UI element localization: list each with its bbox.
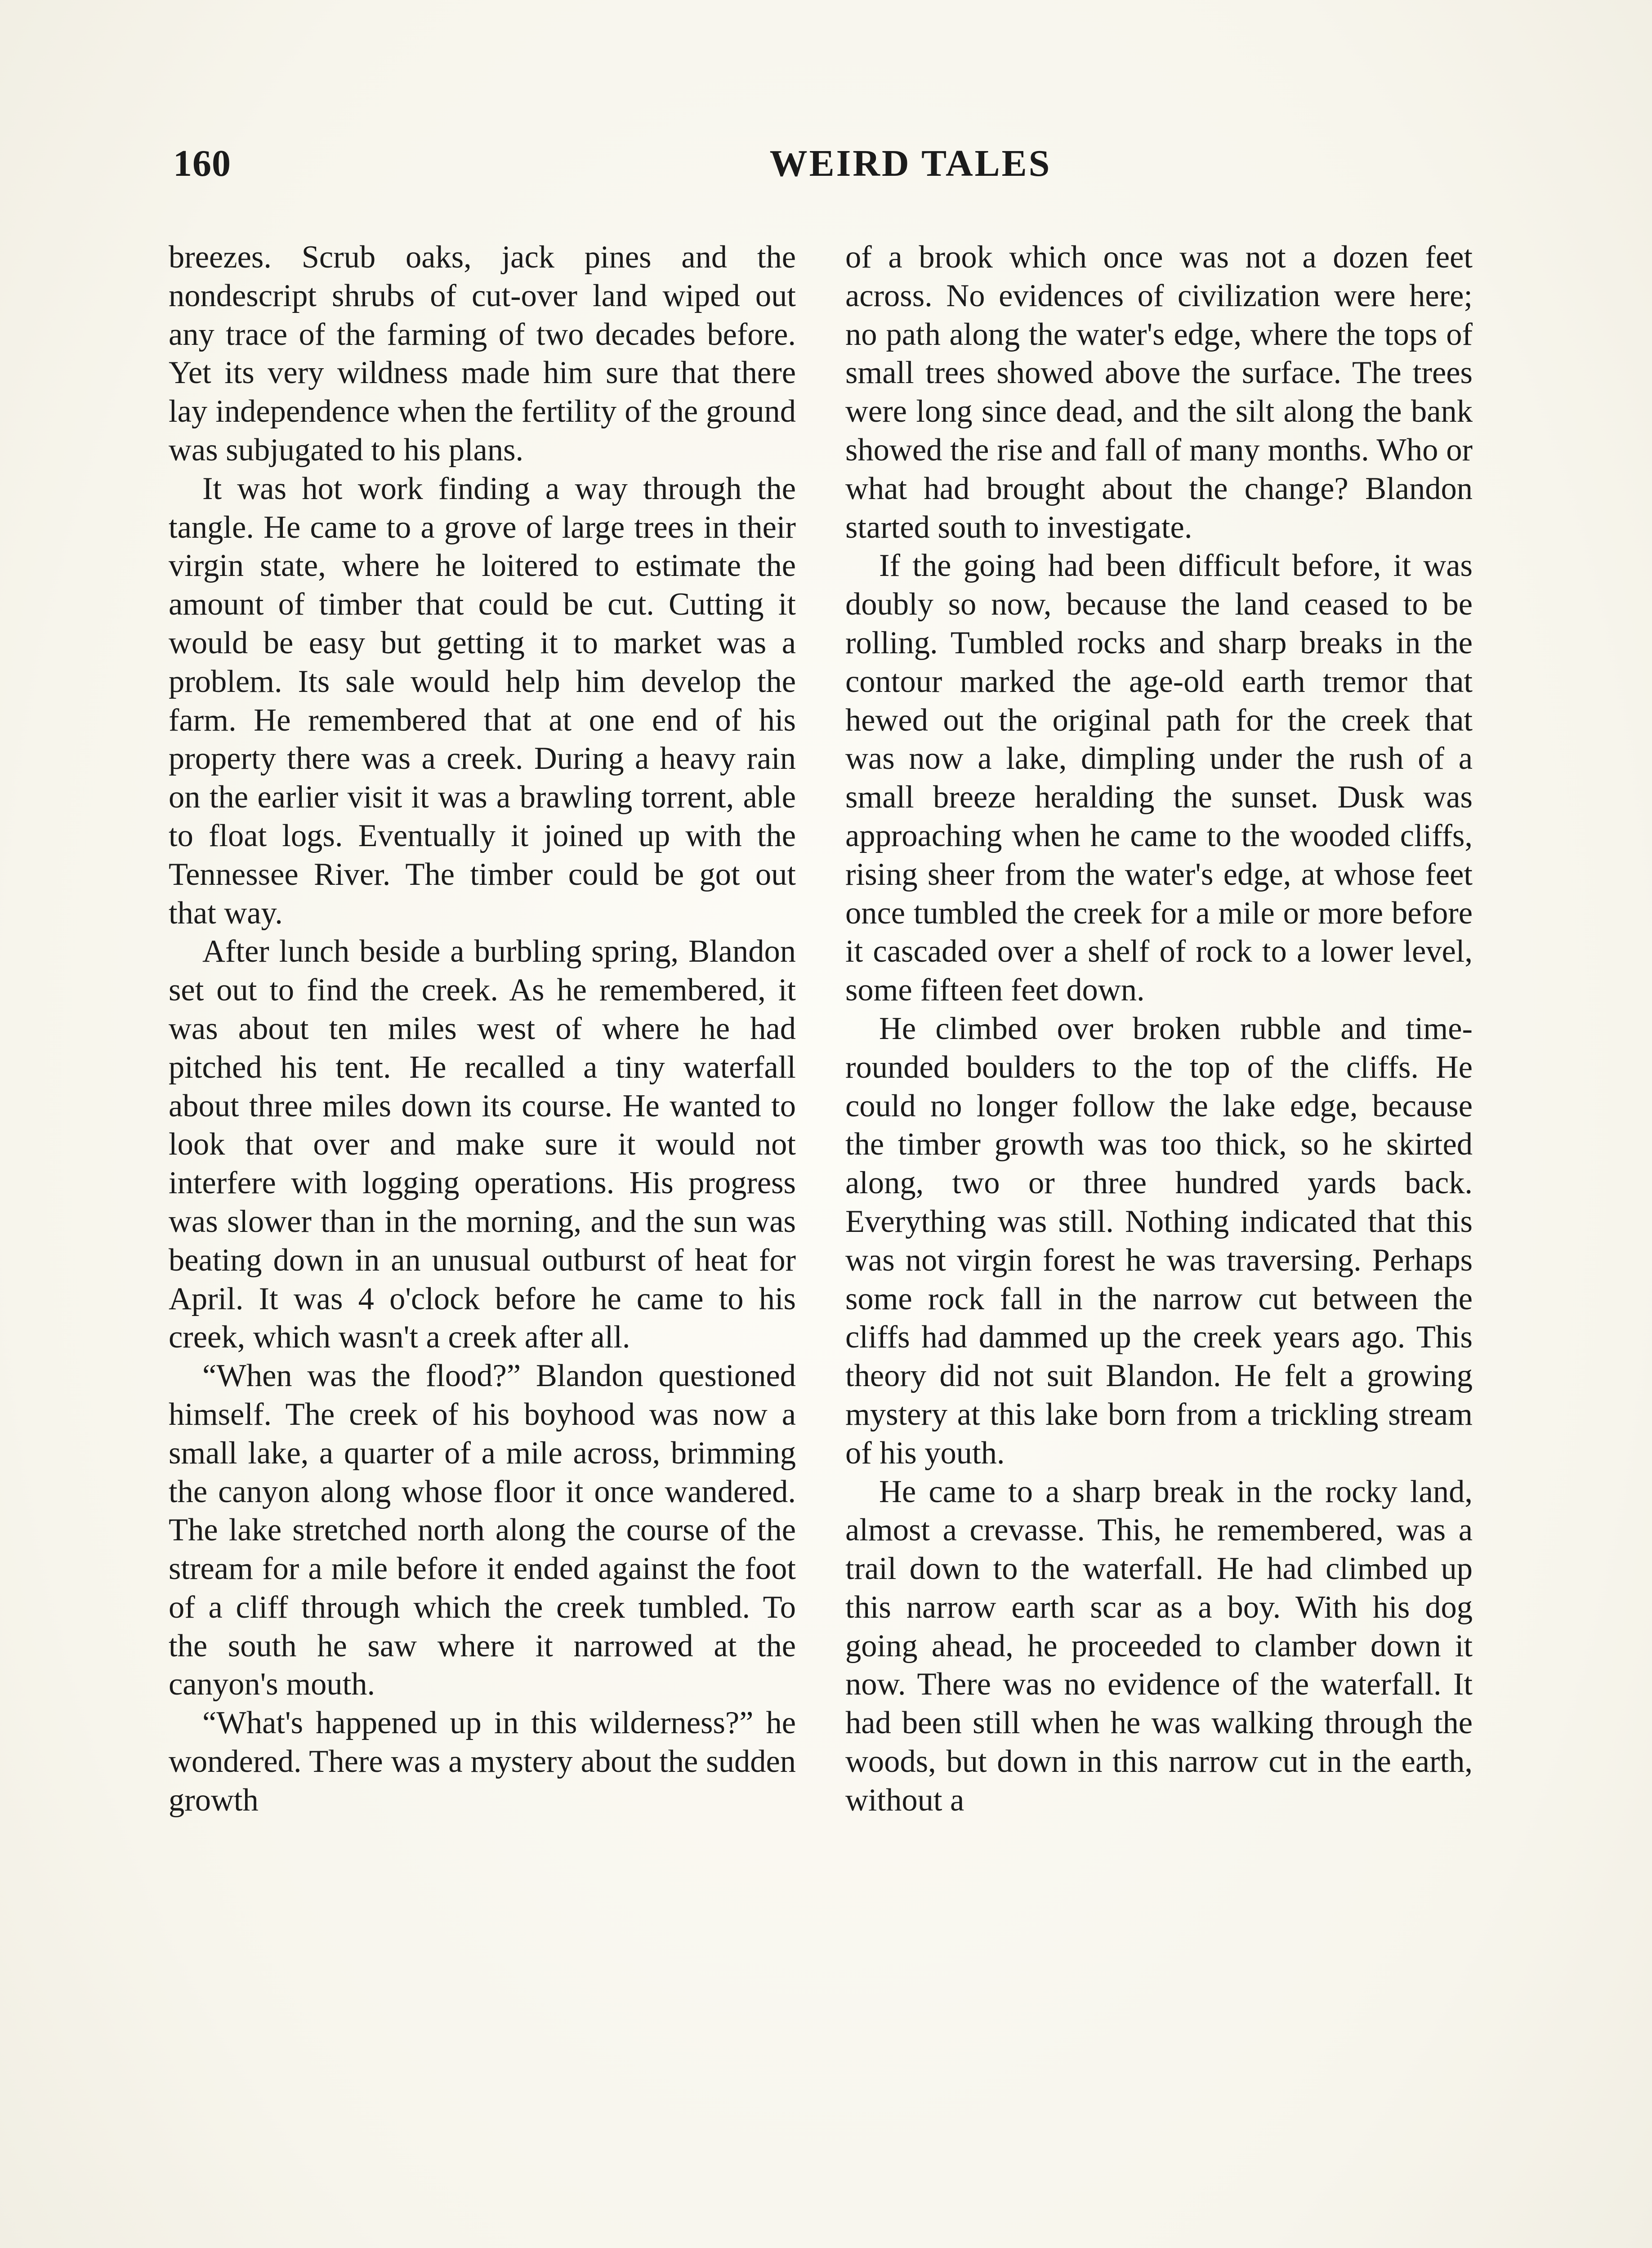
paragraph: If the going had been difficult before, it was doubly so now, because the land ceased to be rolling. Tumbled rocks and sharp breaks in the contour marked the age-old earth tremor that hewed out the original path for the creek that was now a lake, dimpling under the rush of a small breeze heralding the sunset. Dusk was approaching when he came to the wooded cliffs, rising sheer from the water's edge, at whose feet once tumbled the creek for a mile or more before it cascaded over a shelf of rock to a lower level, some fifteen feet down. [845, 548, 1473, 1008]
paragraph: He came to a sharp break in the rocky land, almost a crevasse. This, he remembered, was a trail down to the waterfall. He had climbed up this narrow earth scar as a boy. With his dog going ahead, he proceeded to clamber down it now. There was no evidence of the waterfall. It had been still when he was walking through the woods, but down in this narrow cut in the earth, without a [845, 1474, 1473, 1818]
paragraph: “When was the flood?” Blandon questioned himself. The creek of his boyhood was now a small lake, a quarter of a mile across, brimming the canyon along whose floor it once wandered. The lake stretched north along the course of the stream for a mile before it ended against the foot of a cliff through which the creek tumbled. To the south he saw where it narrowed at the canyon's mouth. [169, 1358, 796, 1702]
paragraph: After lunch beside a burbling spring, Blandon set out to find the creek. As he remembered, it was about ten miles west of where he had pitched his tent. He recalled a tiny waterfall about three miles down its course. He wanted to look that over and make sure it would not interfere with logging operations. His progress was slower than in the morning, and the sun was beating down in an unusual outburst of heat for April. It was 4 o'clock before he came to his creek, which wasn't a creek after all. [169, 934, 796, 1355]
page-number: 160 [173, 143, 231, 184]
left-column [169, 238, 796, 1820]
right-column [845, 238, 1473, 1820]
paragraph: breezes. Scrub oaks, jack pines and the nondescript shrubs of cut-over land wiped out any trace of the farming of two decades before. Yet its very wildness made him sure that there lay independence when the fertility of the ground was subjugated to his plans. [169, 240, 796, 468]
paragraph: “What's happened up in this wilderness?” he wondered. There was a mystery about the sudden growth [169, 1705, 796, 1818]
paragraph: He climbed over broken rubble and time-rounded boulders to the top of the cliffs. He could no longer follow the lake edge, because the timber growth was too thick, so he skirted along, two or three hundred yards back. Everything was still. Nothing indicated that this was not virgin forest he was traversing. Perhaps some rock fall in the narrow cut between the cliffs had dammed up the creek years ago. This theory did not suit Blandon. He felt a growing mystery at this lake born from a trickling stream of his youth. [845, 1011, 1473, 1471]
running-head: WEIRD TALES [769, 143, 1052, 184]
paragraph: It was hot work finding a way through the tangle. He came to a grove of large trees in their virgin state, where he loitered to estimate the amount of timber that could be cut. Cutting it would be easy but getting it to market was a problem. Its sale would help him develop the farm. He remembered that at one end of his property there was a creek. During a heavy rain on the earlier visit it was a brawling torrent, able to float logs. Eventually it joined up with the Tennessee River. The timber could be got out that way. [169, 471, 796, 931]
page-header [173, 142, 1482, 191]
paragraph: of a brook which once was not a dozen feet across. No evidences of civilization were here; no path along the water's edge, where the tops of small trees showed above the surface. The trees were long since dead, and the silt along the bank showed the rise and fall of many months. Who or what had brought about the change? Blandon started south to investigate. [845, 240, 1473, 545]
